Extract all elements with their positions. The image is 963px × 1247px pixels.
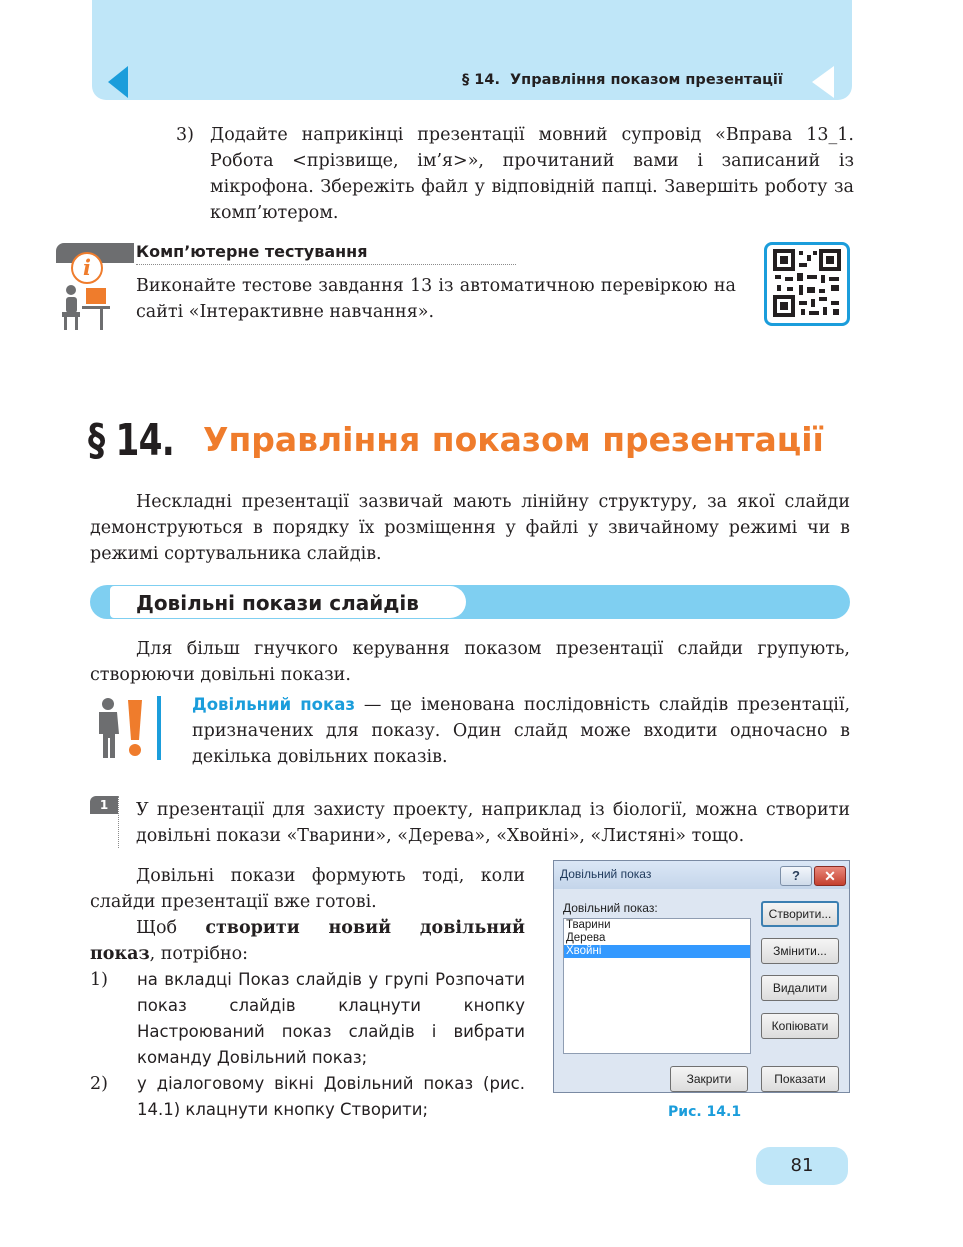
- step-text: на вкладці: [137, 970, 239, 989]
- intro-paragraph: Нескладні презентації зазвичай мають лінійну структуру, за якої слайди демонструються в порядку їх розміщення у файлі у звичайному режимі чи в режимі сортувальника слайдів.: [90, 492, 850, 564]
- ui-term-button: Створити: [340, 1100, 423, 1119]
- body-paragraph-2: [90, 915, 525, 967]
- qr-code-icon[interactable]: [764, 242, 850, 326]
- show-button[interactable]: Показати: [761, 1066, 839, 1092]
- example-divider: [118, 796, 119, 848]
- definition-body: — це іменована послідовність слайдів презентації, призначених для показу. Один слайд може входити одночасно в декілька довільних показів.: [192, 695, 851, 767]
- p2-end: , потрібно:: [149, 944, 249, 964]
- list-item[interactable]: Тварини: [566, 919, 611, 931]
- paragraph-number: [88, 415, 198, 466]
- page-number: 81: [756, 1147, 848, 1185]
- close-icon[interactable]: ✕: [814, 866, 846, 886]
- help-icon[interactable]: ?: [780, 866, 812, 886]
- p2-start: Щоб: [136, 918, 206, 938]
- step-text: клацнути кнопку: [295, 996, 525, 1015]
- step-text: ;: [422, 1100, 429, 1119]
- ui-term-tab: Показ слайдів: [238, 970, 363, 989]
- step-text: і вибрати команду: [137, 1022, 525, 1067]
- dialog-title: Довільний показ: [560, 867, 652, 881]
- step-number: 1): [90, 970, 108, 990]
- step-text: (рис. 14.1) клацнути кнопку: [137, 1074, 526, 1119]
- remove-button[interactable]: Видалити: [761, 975, 839, 1001]
- step-number: 2): [90, 1074, 108, 1094]
- step-text: у діалоговому вікні: [137, 1074, 324, 1093]
- list-item-selected[interactable]: Хвойні: [564, 945, 750, 958]
- body-paragraph-1: Довільні покази формують тоді, коли слайди презентації вже готові.: [90, 866, 525, 912]
- step-text: ;: [361, 1048, 368, 1067]
- example-number-badge: 1: [90, 796, 118, 814]
- definition-term: Довільний показ: [192, 695, 355, 714]
- task-text: Додайте наприкінці презентації мовний супровід «Вправа 13_1. Робота <прізвище, ім’я>», прочитаний вами і записаний із мікрофона. Збережіть файл у відповідній папці. Завершіть роботу за комп’ютером.: [210, 125, 854, 223]
- instructions-column: [90, 863, 525, 1123]
- create-button[interactable]: Створити...: [761, 901, 839, 927]
- figure-caption: Рис. 14.1: [668, 1104, 742, 1120]
- ui-term-command: Довільний показ: [216, 1048, 362, 1067]
- copy-button[interactable]: Копіювати: [761, 1013, 839, 1039]
- attention-person-icon: [94, 696, 154, 760]
- step-2: [90, 1071, 525, 1123]
- computer-user-icon: [58, 276, 114, 332]
- definition-marker-bar: [157, 696, 161, 760]
- task-number: 3): [176, 125, 194, 145]
- step-text: у групі: [362, 970, 436, 989]
- section-heading: Довільні покази слайдів: [136, 591, 419, 615]
- dotted-divider: [136, 264, 516, 265]
- info-icon: i: [71, 252, 103, 284]
- section-paragraph: Для більш гнучкого керування показом презентації слайди групують, створюючи довільні покази.: [90, 639, 850, 685]
- step-1: [90, 967, 525, 1071]
- header-section-number: § 14.: [462, 72, 500, 88]
- prev-page-arrow-icon[interactable]: [108, 66, 128, 98]
- paragraph-number-text: § 14.: [88, 415, 175, 466]
- custom-shows-label: Довільний показ:: [563, 901, 658, 915]
- header-section-title: Управління показом презентації: [510, 72, 783, 88]
- custom-show-dialog: [553, 860, 850, 1093]
- qr-code-pattern: [767, 245, 847, 323]
- definition-text: [192, 692, 850, 770]
- ui-term-group: Розпочати показ слайдів: [137, 970, 525, 1015]
- ui-term-button: Настроюваний показ слайдів: [137, 1022, 415, 1041]
- p2-bold-term: створити новий довільний показ: [90, 918, 525, 964]
- ui-term-dialog: Довільний показ: [323, 1074, 474, 1093]
- testing-text: Виконайте тестове завдання 13 із автоматичною перевіркою на сайті «Інтерактивне навчання».: [136, 276, 736, 322]
- list-item[interactable]: Дерева: [566, 932, 606, 944]
- example-text: У презентації для захисту проекту, наприклад із біології, можна створити довільні покази «Тварини», «Дерева», «Хвойні», «Листяні» тощо.: [136, 800, 850, 846]
- header-title: [462, 72, 783, 88]
- next-page-arrow-icon[interactable]: [812, 66, 834, 98]
- close-button[interactable]: Закрити: [670, 1066, 748, 1092]
- edit-button[interactable]: Змінити...: [761, 938, 839, 964]
- paragraph-title: Управління показом презентації: [203, 420, 824, 459]
- custom-shows-list[interactable]: [563, 918, 751, 1054]
- testing-title: Комп’ютерне тестування: [136, 242, 368, 261]
